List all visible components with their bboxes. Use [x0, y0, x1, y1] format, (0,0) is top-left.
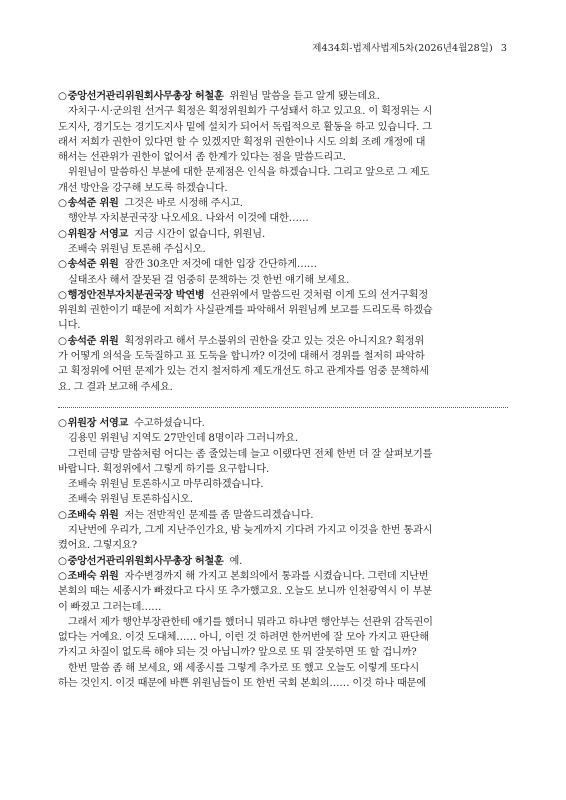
line-text: 조배숙 위원님 토론하십시오.	[68, 494, 193, 506]
line-text: 조배숙 위원님 토론하시고 마무리하겠습니다.	[68, 479, 264, 491]
speaker-marker-icon: ○	[58, 417, 67, 429]
transcript-line	[58, 181, 508, 196]
speaker-name	[58, 290, 204, 301]
speaker-name	[58, 418, 128, 429]
speaker-label: 행정안전부자치분권국장 박연병	[67, 289, 205, 301]
transcript-line	[58, 492, 508, 507]
transcript-line	[58, 615, 508, 630]
speaker-name	[58, 510, 119, 521]
speaker-name	[58, 556, 224, 567]
line-text: 수고하셨습니다.	[134, 417, 205, 429]
line-text: 해서는 선관위가 권한이 없어서 좀 한계가 있다는 점을 말씀드리고.	[58, 152, 346, 164]
speaker-label: 송석준 위원	[67, 198, 119, 210]
speaker-marker-icon: ○	[58, 570, 67, 582]
speaker-marker-icon: ○	[58, 198, 67, 210]
line-text: 위원님이 말씀하신 부분에 대한 문제점은 인식을 하겠습니다. 그리고 앞으로 그 제도	[68, 167, 430, 179]
page-header	[312, 40, 507, 54]
transcript-line	[58, 645, 508, 660]
issue-info: 제434회-법제사법제5차(2026년4월28일)	[312, 43, 493, 54]
transcript-body	[58, 89, 508, 691]
line-text: 그런데 금방 말씀처럼 어디는 좀 줄었는데 늘고 이랬다면 전체 한번 더 잘 살펴보기를	[68, 448, 433, 460]
transcript-line	[58, 477, 508, 492]
speaker-marker-icon: ○	[58, 335, 67, 347]
speaker-line	[58, 196, 508, 211]
transcript-line	[58, 104, 508, 119]
speaker-line	[58, 288, 508, 303]
speaker-line	[58, 554, 508, 569]
line-text: 김용민 위원님 지역도 27만인데 8명이라 그러니까요.	[68, 433, 298, 445]
line-text: 켰어요. 그렇지요?	[58, 540, 137, 552]
line-text: 지난번에 우리가, 그게 지난주인가요, 밤 늦게까지 기다려 가지고 이것을 한번 통과시	[68, 525, 433, 537]
line-text: 한번 말씀 좀 해 보세요, 왜 세종시를 그렇게 추가로 또 했고 오늘도 이렇게 또다시	[68, 662, 420, 674]
speaker-label: 중앙선거관리위원회사무총장 허철훈	[67, 555, 224, 567]
speaker-label: 조배숙 위원	[67, 509, 119, 521]
line-text: 자수변경까지 해 가지고 본회의에서 통과를 시켰습니다. 그런데 지난번	[124, 570, 429, 582]
speaker-label: 중앙선거관리위원회사무총장 허철훈	[67, 91, 224, 102]
line-text: 그래서 제가 행안부장관한테 얘기를 했더니 뭐라고 하냐면 행안부는 선관위 감독권이	[68, 616, 433, 628]
transcript-line	[58, 349, 508, 364]
line-text: 예.	[229, 555, 243, 567]
line-text: 자치구·시·군의원 선거구 획정은 획정위원회가 구성돼서 하고 있고요. 이 획정위는 시	[68, 106, 433, 118]
transcript-line	[58, 431, 508, 446]
speaker-marker-icon: ○	[58, 289, 67, 301]
line-text: 래서 저희가 권한이 있다면 할 수 있겠지만 획정위 권한이나 시도 의회 조례 개정에 대	[58, 136, 426, 148]
line-text: 개선 방안을 강구해 보도록 하겠습니다.	[58, 182, 228, 194]
line-text: 니다.	[58, 320, 81, 332]
speaker-label: 송석준 위원	[67, 335, 119, 347]
line-text: 획정위라고 해서 무소불위의 권한을 갖고 있는 것은 아니지요? 획정위	[124, 335, 425, 347]
speaker-marker-icon: ○	[58, 509, 67, 521]
line-text: 바랍니다. 획정위에서 그렇게 하기를 요구합니다.	[58, 463, 270, 475]
speaker-name	[58, 571, 119, 582]
line-text: 저는 전반적인 문제를 좀 말씀드리겠습니다.	[124, 509, 314, 521]
speaker-marker-icon: ○	[58, 555, 67, 567]
speaker-marker-icon: ○	[58, 228, 67, 240]
line-text: 조배숙 위원님 토론해 주십시오.	[68, 243, 206, 255]
speaker-name	[58, 198, 119, 209]
transcript-line	[58, 584, 508, 599]
transcript-line	[58, 630, 508, 645]
speaker-line	[58, 569, 508, 584]
line-text: 도지사, 경기도는 경기도지사 밑에 설치가 되어서 독립적으로 활동을 하고 있습니다. 그	[58, 121, 432, 133]
speaker-line	[58, 227, 508, 242]
line-text: 위원님 말씀을 듣고 알게 됐는데요.	[229, 91, 380, 102]
transcript-line	[58, 120, 508, 135]
speaker-name	[58, 91, 224, 102]
line-text: 위원회 권한이기 때문에 저희가 사실관계를 파악해서 위원님께 보고를 드리도록 하겠습	[58, 305, 433, 317]
transcript-line	[58, 364, 508, 379]
transcript-line	[58, 165, 508, 180]
speaker-line	[58, 508, 508, 523]
speaker-name	[58, 229, 128, 240]
line-text: 없다는 거예요. 이것 도대체…… 아니, 이런 것 하려면 한꺼번에 잘 모아 가지고 판단해	[58, 632, 430, 644]
transcript-line	[58, 523, 508, 538]
transcript-line	[58, 150, 508, 165]
transcript-line	[58, 273, 508, 288]
transcript-line	[58, 462, 508, 477]
speaker-name	[58, 336, 119, 347]
line-text: 선관위에서 말씀드린 것처럼 이게 도의 선거구획정	[210, 289, 429, 301]
line-text: 행안부 자치분권국장 나오세요. 나와서 이것에 대한……	[68, 213, 309, 225]
line-text: 잠깐 30초만 저것에 대한 입장 간단하게……	[124, 259, 317, 271]
line-text: 하는 것인지. 이것 때문에 바쁜 위원님들이 또 한번 국회 본회의…… 이것 하나 때문에	[58, 677, 426, 689]
transcript-line	[58, 242, 508, 257]
speaker-label: 위원장 서영교	[67, 228, 129, 240]
transcript-line	[58, 538, 508, 553]
section-divider	[58, 395, 508, 408]
speaker-label: 위원장 서영교	[67, 417, 129, 429]
transcript-line	[58, 447, 508, 462]
transcript-line	[58, 661, 508, 676]
transcript-line	[58, 318, 508, 333]
transcript-line	[58, 676, 508, 691]
speaker-line	[58, 334, 508, 349]
speaker-marker-icon: ○	[58, 91, 67, 102]
speaker-name	[58, 259, 119, 270]
transcript-line	[58, 600, 508, 615]
speaker-label: 조배숙 위원	[67, 570, 119, 582]
line-text: 본회의 때는 세종시가 빠졌다고 다시 또 추가했고요. 오늘도 보니까 인천광역시 이 부분	[58, 586, 432, 598]
speaker-label: 송석준 위원	[67, 259, 119, 271]
speaker-marker-icon: ○	[58, 259, 67, 271]
line-text: 실태조사 해서 잘못된 걸 엄중히 문책하는 것 한번 얘기해 보세요.	[68, 274, 350, 286]
transcript-line	[58, 303, 508, 318]
speaker-line	[58, 257, 508, 272]
line-text: 요. 그 결과 보고해 주세요.	[58, 381, 173, 393]
transcript-line	[58, 380, 508, 395]
line-text: 고 획정위에 어떤 문제가 있는 건지 철저하게 제도개선도 하고 관계자를 엄중 문책하세	[58, 366, 429, 378]
line-text: 지금 시간이 없습니다, 위원님.	[134, 228, 265, 240]
speaker-line	[58, 89, 508, 104]
speaker-line	[58, 416, 508, 431]
page-number: 3	[500, 43, 507, 54]
line-text: 그것은 바로 시정해 주시고.	[124, 198, 243, 210]
transcript-line	[58, 211, 508, 226]
transcript-line	[58, 135, 508, 150]
line-text: 이 빠졌고 그러는데……	[58, 601, 162, 613]
line-text: 가 어떻게 의석을 도둑질하고 표 도둑을 합니까? 이것에 대해서 경위를 철저히 파악하	[58, 351, 425, 363]
line-text: 가지고 차질이 없도록 해야 되는 것 아닙니까? 앞으로 또 뭐 잘못하면 또 할 겁니까?	[58, 647, 417, 659]
